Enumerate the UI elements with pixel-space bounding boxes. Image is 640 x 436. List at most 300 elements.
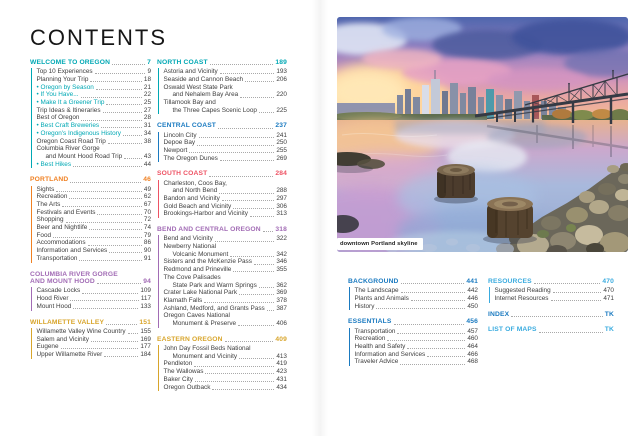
dot-leader (401, 283, 465, 284)
toc-item-label: Monument & Preserve (172, 320, 237, 328)
toc-row (164, 312, 288, 320)
toc-row (164, 289, 288, 297)
dot-leader (240, 97, 274, 98)
toc-item-label: Pendleton (163, 360, 193, 368)
toc-item-page: 184 (140, 350, 151, 358)
toc-row (164, 305, 288, 313)
section-title: NORTH COAST (157, 59, 208, 66)
dot-leader (534, 283, 601, 284)
dot-leader (218, 128, 273, 129)
section-page: 470 (602, 278, 614, 285)
section-page: 189 (275, 59, 287, 66)
section-title: INDEX (488, 310, 510, 318)
toc-item-page: 313 (276, 210, 287, 218)
dot-leader (89, 229, 142, 230)
toc-row (37, 99, 152, 107)
toc-item-page: 49 (143, 185, 151, 193)
toc-row (37, 107, 152, 115)
toc-item-page: 342 (276, 250, 287, 258)
toc-section (488, 278, 614, 303)
toc-row (37, 91, 152, 99)
toc-item-page: 434 (276, 383, 287, 391)
dot-leader (411, 300, 465, 301)
dot-leader (112, 64, 145, 65)
toc-item-label: • Best Hikes (36, 160, 72, 168)
toc-item-label: John Day Fossil Beds National (163, 345, 251, 352)
toc-item-page: 322 (276, 235, 287, 243)
section-items (158, 132, 288, 163)
dot-leader (97, 214, 141, 215)
toc-section (157, 59, 287, 114)
toc-item-label: The Landscape (354, 287, 399, 295)
toc-column-2 (157, 59, 287, 399)
dot-leader (394, 324, 465, 325)
portland-skyline-photo (337, 17, 628, 252)
section-items (31, 287, 152, 310)
toc-column-3 (348, 278, 478, 374)
toc-row (164, 132, 288, 140)
section-page: 237 (275, 122, 287, 130)
toc-section (348, 278, 478, 310)
dot-leader (128, 333, 139, 334)
toc-column-1 (30, 59, 151, 367)
toc-row (355, 358, 479, 366)
toc-item-label: Accommodations (36, 239, 86, 247)
section-title: COLUMBIA RIVER GORGE (30, 270, 118, 278)
toc-item-label: Tillamook Bay and (163, 99, 216, 107)
dot-leader (401, 292, 466, 293)
dot-leader (397, 333, 465, 334)
toc-item-label: Seaside and Cannon Beach (163, 75, 244, 83)
toc-row (37, 239, 152, 247)
section-header (30, 59, 151, 67)
toc-item-page: 44 (143, 160, 151, 168)
toc-row (37, 84, 152, 92)
dot-leader (101, 127, 142, 128)
dot-leader (204, 302, 274, 303)
toc-row (37, 209, 152, 217)
dot-leader (70, 182, 141, 183)
dot-leader (233, 271, 274, 272)
toc-item-label: and Nehalem Bay Area (172, 91, 239, 99)
section-header (157, 226, 287, 234)
toc-item-page: 72 (143, 216, 151, 224)
toc-item-label: The Wallowas (163, 368, 204, 376)
section-title: BACKGROUND (348, 278, 399, 285)
page-title: CONTENTS (30, 25, 167, 50)
toc-item-page: 117 (140, 295, 151, 303)
section-page: 441 (466, 278, 478, 285)
toc-item-page: 468 (467, 358, 478, 366)
toc-item-page: 31 (143, 122, 151, 130)
toc-item-label: Transportation (354, 327, 396, 335)
section-header (30, 176, 151, 184)
toc-item-label: Newport (163, 147, 188, 155)
toc-item-page: 22 (143, 91, 151, 99)
toc-item-page: 470 (603, 287, 614, 295)
toc-item-page: 27 (143, 106, 151, 114)
toc-item-label: Sights (36, 185, 55, 193)
toc-item-page: 378 (276, 296, 287, 304)
toc-item-label: Traveler Advice (354, 358, 399, 366)
dot-leader (400, 364, 465, 365)
toc-row (164, 251, 288, 259)
dot-leader (259, 112, 274, 113)
toc-row (37, 186, 152, 194)
toc-item-label: • Make It a Greener Trip (36, 99, 105, 107)
toc-row (164, 203, 288, 211)
toc-row (37, 68, 152, 76)
dot-leader (88, 245, 142, 246)
toc-item-page: 67 (143, 200, 151, 208)
dot-leader (219, 193, 274, 194)
toc-item-page: 62 (143, 193, 151, 201)
dot-leader (79, 260, 141, 261)
dot-leader (123, 135, 142, 136)
toc-item-page: 419 (276, 360, 287, 368)
toc-item-label: Transportation (36, 254, 78, 262)
toc-row (37, 114, 152, 122)
dot-leader (62, 206, 142, 207)
toc-row (355, 351, 479, 359)
dot-leader (210, 64, 274, 65)
section-page: 94 (143, 278, 151, 286)
toc-item-page: 38 (143, 137, 151, 145)
toc-row (37, 138, 152, 146)
toc-item-label: Information and Services (354, 350, 426, 358)
toc-item-page: 406 (276, 320, 287, 328)
dot-leader (109, 252, 142, 253)
dot-leader (124, 158, 142, 159)
section-items (158, 345, 288, 391)
toc-item-page: 25 (143, 99, 151, 107)
photo-caption: downtown Portland skyline (337, 238, 423, 250)
section-title: PORTLAND (30, 176, 69, 184)
dot-leader (90, 81, 142, 82)
toc-row (164, 68, 288, 76)
toc-column-4 (488, 278, 614, 342)
toc-row (37, 161, 152, 169)
toc-row (355, 343, 479, 351)
toc-item-label: Recreation (354, 335, 386, 343)
toc-item-label: Oswald West State Park (163, 83, 233, 91)
toc-item-page: 355 (276, 266, 287, 274)
toc-item-label: Health and Safety (354, 342, 406, 350)
toc-item-page: 255 (276, 147, 287, 155)
toc-item-page: 306 (276, 202, 287, 210)
toc-item-label: Information and Services (36, 247, 108, 255)
dot-leader (189, 152, 274, 153)
toc-row (164, 187, 288, 195)
toc-section (348, 318, 478, 366)
section-title: WILLAMETTE VALLEY (30, 318, 105, 326)
toc-item-label: Willamette Valley Wine Country (36, 327, 126, 335)
section-title: EASTERN OREGON (157, 335, 223, 343)
toc-row (164, 282, 288, 290)
dot-leader (225, 341, 274, 342)
toc-row (37, 153, 152, 161)
section-title: WELCOME TO OREGON (30, 59, 111, 66)
toc-item-label: • Oregon by Season (36, 83, 94, 91)
dot-leader (220, 160, 274, 161)
dot-leader (230, 256, 274, 257)
toc-item-label: The Oregon Dunes (163, 154, 218, 162)
toc-row (495, 287, 615, 295)
dot-leader (61, 348, 139, 349)
toc-item-label: Planning Your Trip (36, 75, 89, 83)
dot-leader (53, 237, 142, 238)
toc-section (157, 170, 287, 218)
toc-item-page: 450 (467, 302, 478, 310)
toc-item-page: 250 (276, 139, 287, 147)
section-items (31, 68, 152, 168)
toc-item-page: 241 (276, 131, 287, 139)
section-header (488, 326, 614, 334)
toc-section (157, 336, 287, 391)
toc-row (355, 328, 479, 336)
dot-leader (108, 143, 142, 144)
dot-leader (259, 287, 275, 288)
toc-row (164, 384, 288, 392)
section-items (158, 180, 288, 219)
toc-item-label: Shopping (36, 216, 64, 224)
dot-leader (82, 293, 138, 294)
toc-item-label: History (354, 302, 375, 310)
toc-item-label: Beer and Nightlife (36, 224, 88, 232)
dot-leader (220, 73, 275, 74)
toc-row (164, 210, 288, 218)
toc-item-page: 133 (140, 302, 151, 310)
toc-row (164, 353, 288, 361)
toc-item-label: Newberry National (163, 243, 217, 251)
toc-item-label: Brookings-Harbor and Vicinity (163, 210, 248, 218)
toc-item-page: 91 (143, 254, 151, 262)
dot-leader (407, 348, 465, 349)
toc-item-label: Baker City (163, 375, 193, 383)
toc-item-label: Recreation (36, 193, 68, 201)
section-header (157, 59, 287, 67)
toc-row (164, 345, 288, 353)
toc-item-label: Oregon Outback (163, 383, 211, 391)
dot-leader (222, 200, 274, 201)
dot-leader (376, 308, 465, 309)
toc-item-page: 471 (603, 294, 614, 302)
toc-item-label: Mount Hood (36, 302, 72, 310)
section-title: BEND AND CENTRAL OREGON (157, 226, 261, 234)
section-items (158, 235, 288, 327)
section-items (158, 68, 288, 114)
section-header (488, 278, 614, 286)
toc-row (37, 201, 152, 209)
toc-item-page: 369 (276, 289, 287, 297)
toc-item-page: 9 (147, 68, 151, 76)
toc-item-page: 442 (467, 287, 478, 295)
toc-item-label: Trip Ideas & Itineraries (36, 106, 101, 114)
toc-item-label: Bend and Vicinity (163, 235, 213, 243)
toc-item-label: State Park and Warm Springs (172, 281, 257, 289)
dot-leader (215, 241, 275, 242)
section-page: 46 (143, 176, 151, 184)
dot-leader (233, 208, 274, 209)
toc-item-page: 269 (276, 154, 287, 162)
toc-row (164, 368, 288, 376)
dot-leader (81, 97, 142, 98)
dot-leader (195, 381, 274, 382)
toc-item-page: 90 (143, 247, 151, 255)
toc-item-label: Oregon Caves National (163, 312, 230, 320)
toc-item-page: 28 (143, 114, 151, 122)
toc-item-label: Lincoln City (163, 131, 197, 139)
dot-leader (245, 81, 274, 82)
toc-section (157, 226, 287, 328)
toc-row (164, 147, 288, 155)
toc-row (164, 297, 288, 305)
toc-row (164, 266, 288, 274)
toc-row (164, 376, 288, 384)
toc-row (164, 360, 288, 368)
toc-section (30, 176, 151, 262)
toc-row (164, 195, 288, 203)
toc-section (488, 311, 614, 319)
toc-row (37, 122, 152, 130)
toc-row (164, 91, 288, 99)
dot-leader (81, 120, 141, 121)
toc-item-page: 206 (276, 75, 287, 83)
dot-leader (70, 300, 138, 301)
section-title: ESSENTIALS (348, 318, 392, 326)
toc-item-label: Bandon and Vicinity (163, 195, 220, 203)
toc-row (37, 76, 152, 84)
toc-row (164, 107, 288, 115)
toc-row (37, 328, 152, 336)
toc-item-label: Depoe Bay (163, 139, 196, 147)
dot-leader (66, 222, 142, 223)
toc-item-page: 193 (276, 68, 287, 76)
section-header (157, 122, 287, 130)
dot-leader (197, 145, 274, 146)
toc-item-label: Astoria and Vicinity (163, 68, 218, 76)
toc-row (164, 155, 288, 163)
toc-item-page: 288 (276, 187, 287, 195)
dot-leader (250, 216, 274, 217)
section-header (157, 170, 287, 178)
toc-item-page: 155 (140, 327, 151, 335)
dot-leader (539, 332, 603, 333)
dot-leader (106, 104, 141, 105)
section-items (489, 287, 615, 302)
toc-item-label: Food (36, 231, 52, 239)
toc-row (164, 99, 288, 107)
section-title: RESOURCES (488, 278, 532, 285)
dot-leader (199, 137, 275, 138)
dot-leader (73, 308, 138, 309)
section-header (348, 278, 478, 286)
toc-item-label: Cascade Locks (36, 287, 81, 295)
toc-row (37, 336, 152, 344)
toc-item-label: Oregon Coast Road Trip (36, 137, 106, 145)
toc-row (37, 232, 152, 240)
toc-item-label: • Oregon's Indigenous History (36, 129, 121, 137)
toc-row (164, 139, 288, 147)
toc-row (355, 303, 479, 311)
toc-row (37, 255, 152, 263)
toc-item-page: 169 (140, 335, 151, 343)
section-page: TK (604, 326, 614, 334)
dot-leader (239, 294, 274, 295)
toc-row (355, 295, 479, 303)
toc-item-label: and Mount Hood Road Trip (45, 152, 123, 160)
section-title: CENTRAL COAST (157, 122, 217, 130)
toc-item-page: 225 (276, 106, 287, 114)
section-header (157, 336, 287, 344)
toc-item-label: Top 10 Experiences (36, 68, 93, 76)
toc-row (37, 287, 152, 295)
toc-item-page: 21 (143, 83, 151, 91)
toc-item-label: Volcanic Monument (172, 250, 229, 258)
toc-item-label: the Three Capes Scenic Loop (172, 106, 257, 114)
toc-row (164, 180, 288, 188)
toc-item-page: 43 (143, 152, 151, 160)
toc-item-page: 464 (467, 342, 478, 350)
dot-leader (103, 112, 142, 113)
dot-leader (254, 264, 274, 265)
toc-row (355, 287, 479, 295)
section-items (31, 186, 152, 263)
toc-row (164, 84, 288, 92)
dot-leader (96, 89, 142, 90)
dot-leader (97, 283, 141, 284)
dot-leader (267, 310, 275, 311)
toc-item-label: Columbia River Gorge (36, 145, 100, 153)
toc-row (37, 303, 152, 311)
toc-item-page: 177 (140, 343, 151, 351)
section-header (30, 319, 151, 327)
section-header (348, 318, 478, 326)
toc-item-page: 70 (143, 208, 151, 216)
dot-leader (238, 325, 274, 326)
dot-leader (387, 340, 465, 341)
dot-leader (263, 231, 274, 232)
toc-item-page: 18 (143, 75, 151, 83)
toc-item-label: Suggested Reading (494, 287, 551, 295)
section-page: 318 (275, 226, 287, 234)
toc-item-label: Eugene (36, 343, 59, 351)
toc-row (37, 224, 152, 232)
dot-leader (427, 356, 465, 357)
toc-item-page: 362 (276, 281, 287, 289)
toc-item-label: Best of Oregon (36, 114, 80, 122)
toc-item-page: 109 (140, 287, 151, 295)
page-gutter (312, 0, 328, 436)
toc-item-label: Upper Willamette River (36, 350, 103, 358)
toc-section (30, 59, 151, 168)
toc-item-page: 86 (143, 239, 151, 247)
toc-row (164, 235, 288, 243)
dot-leader (69, 198, 141, 199)
toc-item-label: Crater Lake National Park (163, 289, 238, 297)
toc-row (37, 247, 152, 255)
section-page: 284 (275, 170, 287, 178)
toc-row (164, 320, 288, 328)
toc-item-label: Klamath Falls (163, 296, 203, 304)
dot-leader (104, 356, 138, 357)
toc-row (37, 145, 152, 153)
toc-item-page: 220 (276, 91, 287, 99)
toc-row (37, 343, 152, 351)
toc-row (37, 130, 152, 138)
toc-item-page: 74 (143, 224, 151, 232)
dot-leader (511, 316, 603, 317)
